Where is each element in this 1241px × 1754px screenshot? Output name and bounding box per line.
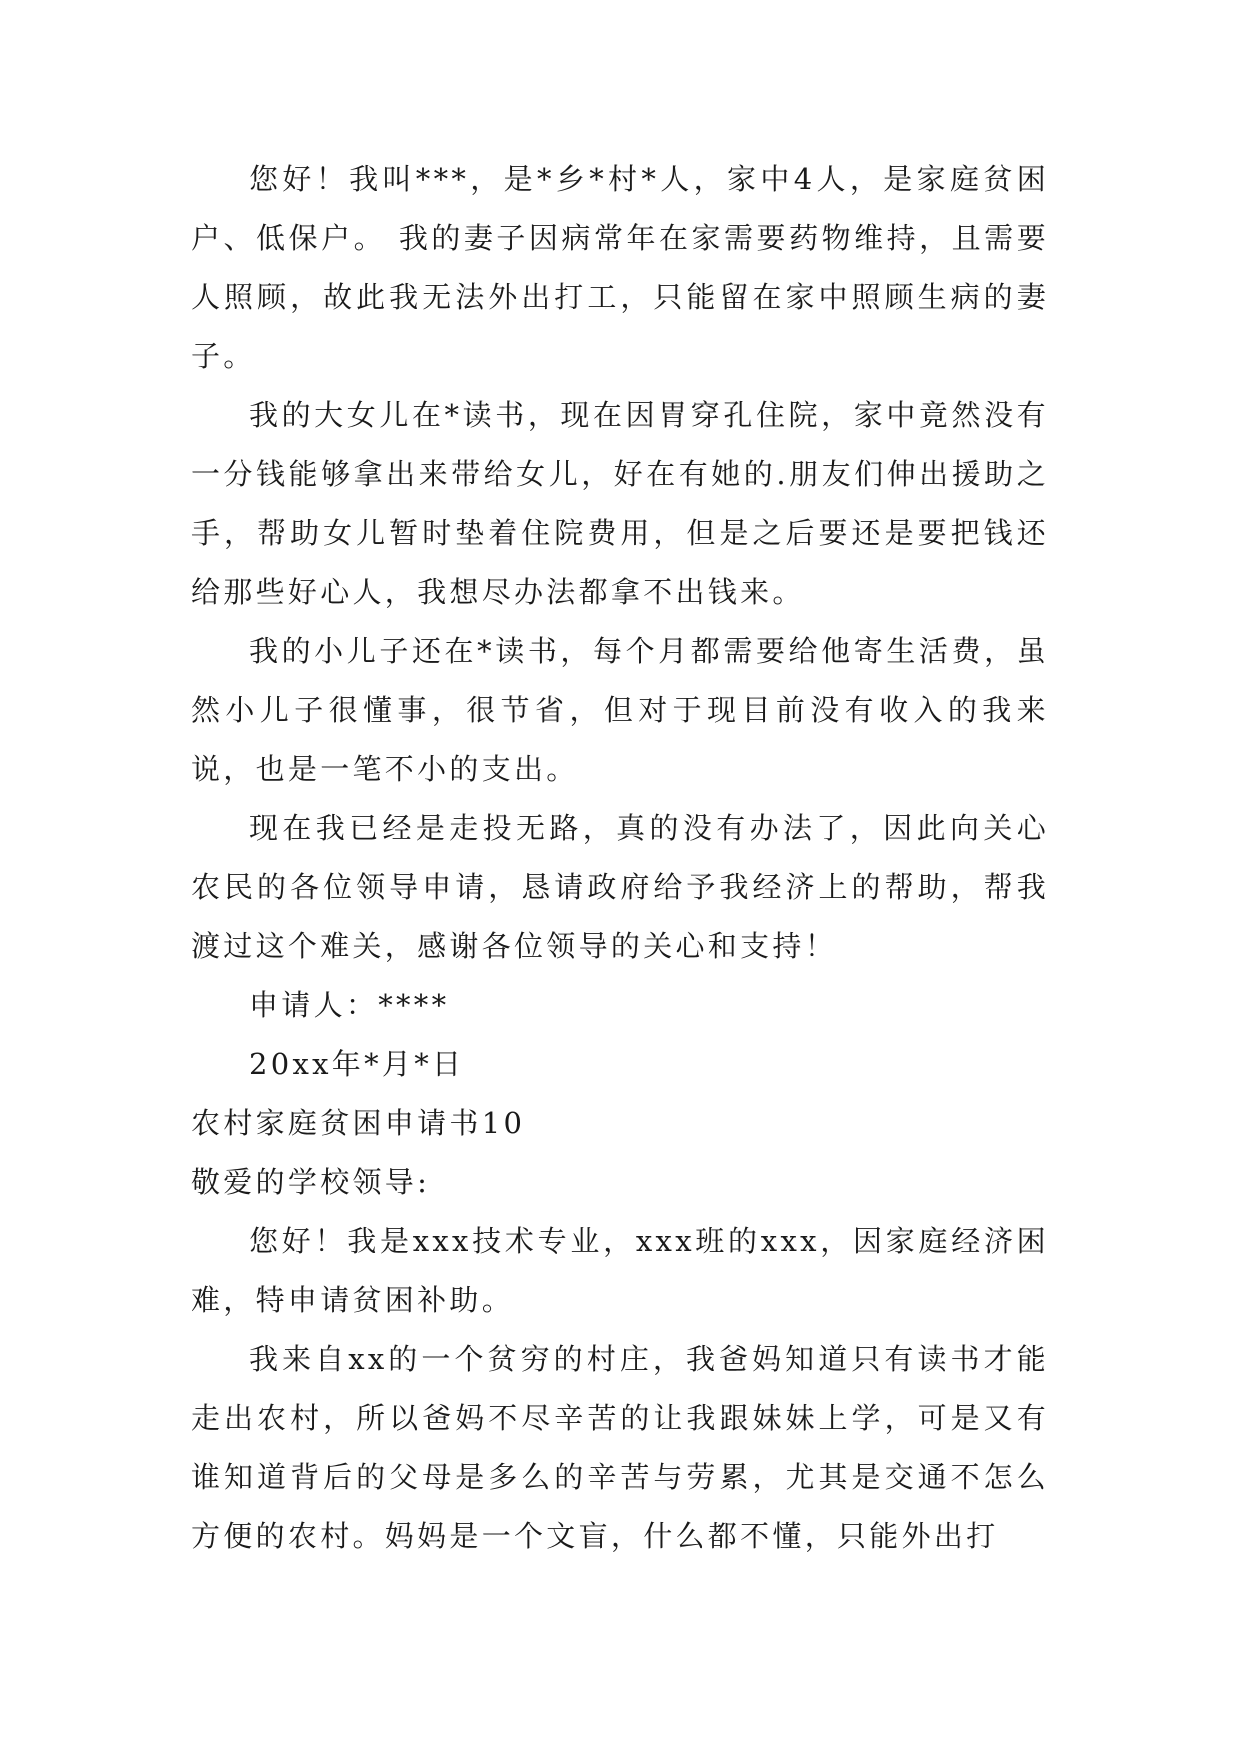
paragraph-3: 我的小儿子还在*读书，每个月都需要给他寄生活费，虽然小儿子很懂事，很节省，但对于现目前没有收入的我来说，也是一笔不小的支出。 (191, 634, 1049, 786)
paragraph-5: 您好！我是xxx技术专业，xxx班的xxx，因家庭经济困难，特申请贫困补助。 (191, 1224, 1049, 1317)
section-title: 农村家庭贫困申请书10 (191, 1106, 526, 1140)
date-line: 20xx年*月*日 (249, 1047, 465, 1081)
applicant-line: 申请人：**** (249, 988, 450, 1022)
paragraph-6: 我来自xx的一个贫穷的村庄，我爸妈知道只有读书才能走出农村，所以爸妈不尽辛苦的让我跟妹妹上学，可是又有谁知道背后的父母是多么的辛苦与劳累，尤其是交通不怎么方便的农村。妈妈是一个文盲，什么都不懂，只能外出打 (191, 1342, 1049, 1553)
paragraph-1: 您好！我叫***，是*乡*村*人，家中4人，是家庭贫困户、低保户。 我的妻子因病常年在家需要药物维持，且需要人照顾，故此我无法外出打工，只能留在家中照顾生病的妻子。 (191, 162, 1049, 373)
paragraph-2: 我的大女儿在*读书，现在因胃穿孔住院，家中竟然没有一分钱能够拿出来带给女儿，好在有她的.朋友们伸出援助之手，帮助女儿暂时垫着住院费用，但是之后要还是要把钱还给那些好心人，我想尽办法都拿不出钱来。 (191, 398, 1049, 609)
paragraph-4: 现在我已经是走投无路，真的没有办法了，因此向关心农民的各位领导申请，恳请政府给予我经济上的帮助，帮我渡过这个难关，感谢各位领导的关心和支持！ (191, 811, 1049, 963)
document-body (191, 150, 1049, 1566)
salutation: 敬爱的学校领导: (191, 1165, 431, 1199)
